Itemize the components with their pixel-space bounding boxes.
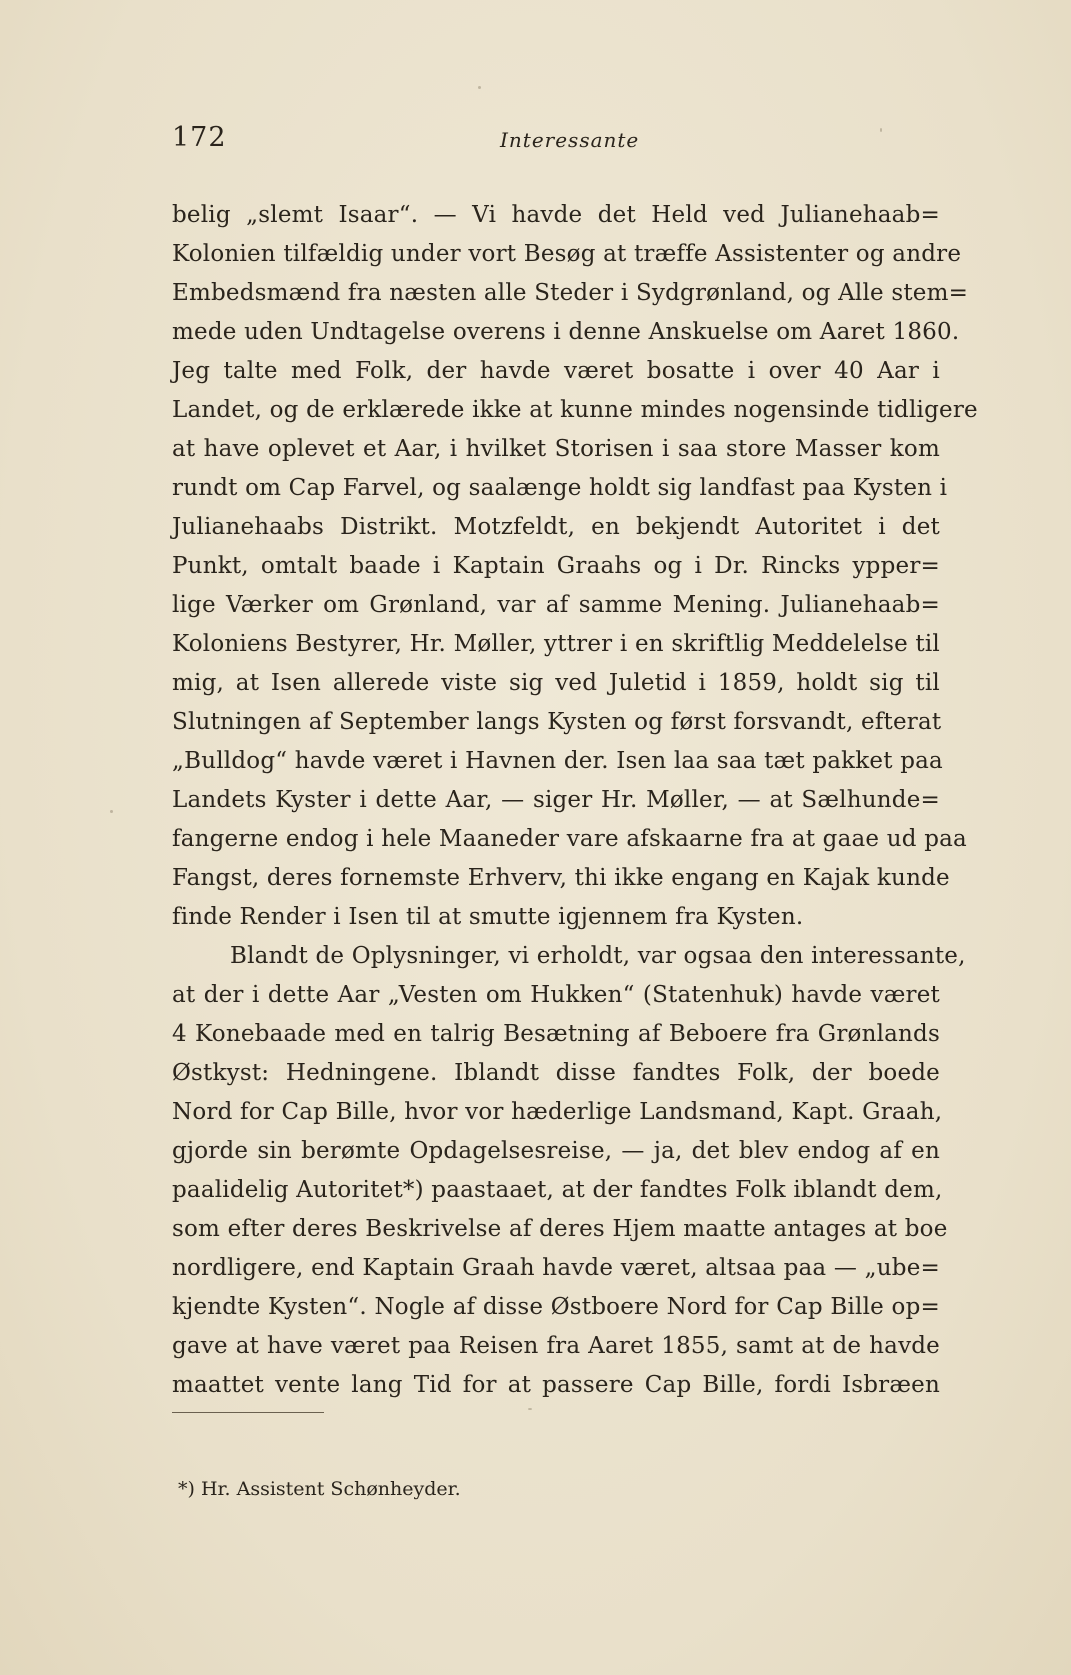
paper-speck [478,86,481,89]
footnote: *) Hr. Assistent Schønheyder. [178,1478,461,1500]
text-line: Jeg talte med Folk, der havde været bosatte i over 40 Aar i [172,358,940,384]
text-line: Østkyst: Hedningene. Iblandt disse fandtes Folk, der boede [172,1060,940,1086]
text-line: mede uden Undtagelse overens i denne Anskuelse om Aaret 1860. [172,319,960,345]
text-line: fangerne endog i hele Maaneder vare afskaarne fra at gaae ud paa [172,826,967,852]
text-line: gjorde sin berømte Opdagelsesreise, — ja, det blev endog af en [172,1138,940,1164]
text-line: Julianehaabs Distrikt. Motzfeldt, en bekjendt Autoritet i det [172,514,940,540]
paper-speck [880,128,882,132]
text-line: lige Værker om Grønland, var af samme Mening. Julianehaab= [172,592,940,618]
running-title: Interessante [500,128,640,152]
paper-speck [528,1408,532,1410]
text-line: Koloniens Bestyrer, Hr. Møller, yttrer i en skriftlig Meddelelse til [172,631,940,657]
text-line: Nord for Cap Bille, hvor vor hæderlige Landsmand, Kapt. Graah, [172,1099,943,1125]
page-header [172,122,932,162]
paper-speck [110,810,113,813]
text-line: belig „slemt Isaar“. — Vi havde det Held ved Julianehaab= [172,202,940,228]
page-number: 172 [172,122,227,153]
text-line: som efter deres Beskrivelse af deres Hjem maatte antages at boe [172,1216,948,1242]
text-line: gave at have været paa Reisen fra Aaret 1855, samt at de havde [172,1333,940,1359]
text-line: kjendte Kysten“. Nogle af disse Østboere Nord for Cap Bille op= [172,1294,940,1320]
text-line: nordligere, end Kaptain Graah havde været, altsaa paa — „ube= [172,1255,940,1281]
text-line: paalidelig Autoritet*) paastaaet, at der fandtes Folk iblandt dem, [172,1177,943,1203]
text-line: Embedsmænd fra næsten alle Steder i Sydgrønland, og Alle stem= [172,280,969,306]
text-line: maattet vente lang Tid for at passere Cap Bille, fordi Isbræen [172,1372,940,1398]
text-line: at have oplevet et Aar, i hvilket Storisen i saa store Masser kom [172,436,940,462]
text-line: rundt om Cap Farvel, og saalænge holdt sig landfast paa Kysten i [172,475,948,501]
text-line: 4 Konebaade med en talrig Besætning af Beboere fra Grønlands [172,1021,940,1047]
text-line: Landet, og de erklærede ikke at kunne mindes nogensinde tidligere [172,397,978,423]
text-line: mig, at Isen allerede viste sig ved Juletid i 1859, holdt sig til [172,670,940,696]
text-line: Punkt, omtalt baade i Kaptain Graahs og i Dr. Rincks ypper= [172,553,940,579]
body-text [172,196,978,1405]
text-line: finde Render i Isen til at smutte igjennem fra Kysten. [172,904,804,930]
text-line: „Bulldog“ havde været i Havnen der. Isen laa saa tæt pakket paa [172,748,943,774]
text-line: at der i dette Aar „Vesten om Hukken“ (Statenhuk) havde været [172,982,940,1008]
text-line: Fangst, deres fornemste Erhverv, thi ikke engang en Kajak kunde [172,865,950,891]
text-line: Slutningen af September langs Kysten og først forsvandt, efterat [172,709,942,735]
text-line: Kolonien tilfældig under vort Besøg at træffe Assistenter og andre [172,241,962,267]
text-line: Landets Kyster i dette Aar, — siger Hr. Møller, — at Sælhunde= [172,787,940,813]
footnote-divider [172,1412,324,1413]
text-line: Blandt de Oplysninger, vi erholdt, var ogsaa den interessante, [230,943,966,969]
